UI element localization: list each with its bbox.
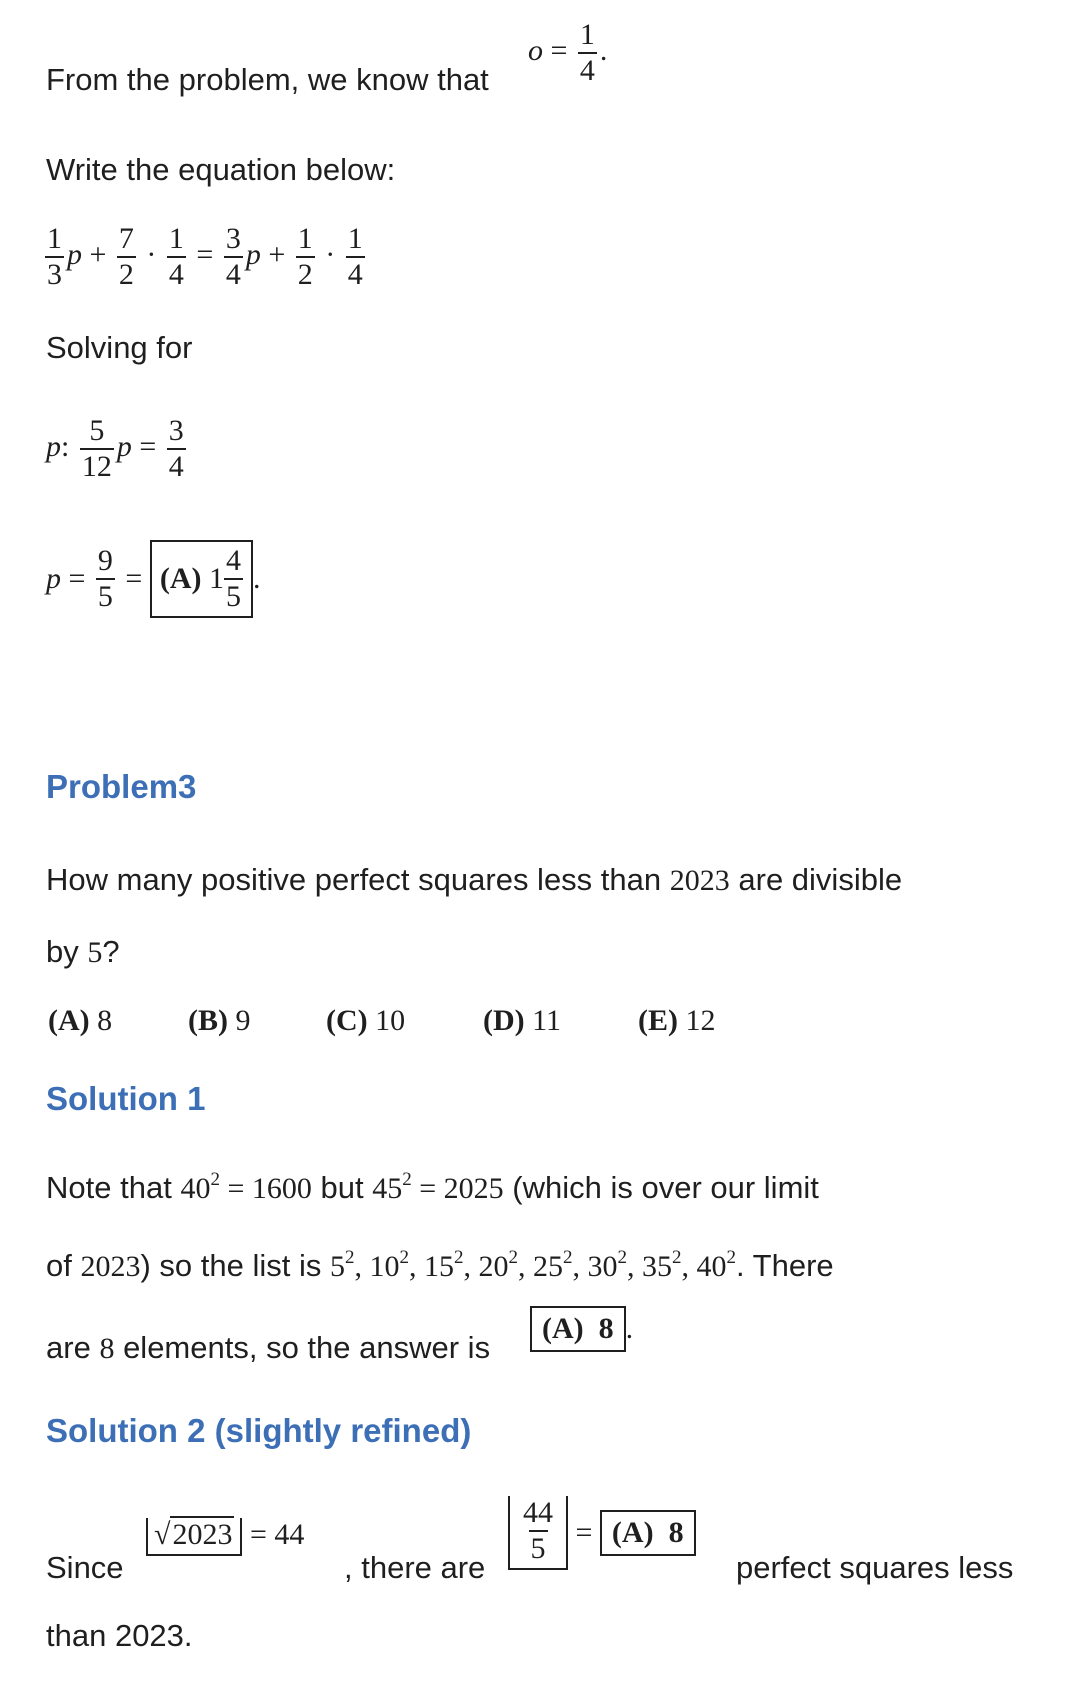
- step1-equation: p: $\frac{5}{12}$ p = $\frac{3}{4}$: [46, 414, 184, 483]
- solution1-line2: of 2023) so the list is $5^2$, $10^2$, $15^2$, $20^2$, $25^2$, $30^2$, $35^2$, $40^2$. There: [46, 1247, 834, 1283]
- main-equation: $\frac{1}{3}$ p + $\frac{7}{2}$ · $\frac{1}{4}$ = $\frac{3}{4}$ p + $\frac{1}{2}$ · $\frac{1}{4}$: [47, 222, 363, 291]
- intro-text: From the problem, we know that: [46, 62, 489, 97]
- problem3-heading: Problem3: [46, 768, 197, 805]
- solution1-answer-box: (A) 8 .: [530, 1306, 633, 1352]
- step2-equation: p = $\frac{9}{5}$ = (A) 1 $\frac{4}{5}$ .: [46, 540, 261, 618]
- floor-fraction-expression: $\frac{44}{5}$ = (A) 8: [508, 1496, 696, 1570]
- solution2-tail: perfect squares less: [736, 1550, 1014, 1585]
- solution2-heading: Solution 2 (slightly refined): [46, 1412, 472, 1449]
- solution1-line1: Note that $40^2 = 1600$ but $45^2 = 2025$ (which is over our limit: [46, 1169, 819, 1205]
- question-line2: by 5?: [46, 934, 120, 969]
- floor-sqrt-expression: √2023 = 44: [146, 1518, 304, 1556]
- choice-d: (D) 11: [483, 1004, 562, 1037]
- intro-math: o = $\frac{1}{4}$ .: [528, 18, 608, 87]
- answer-box-a: (A) 1 $\frac{4}{5}$: [150, 540, 253, 618]
- solution2-answer-box: (A) 8: [600, 1510, 696, 1556]
- choice-a: (A) 8: [48, 1004, 113, 1037]
- solving-for-text: Solving for: [46, 330, 193, 365]
- solution2-there-are: , there are: [344, 1550, 486, 1585]
- solution2-line2: than 2023.: [46, 1618, 193, 1653]
- solution1-heading: Solution 1: [46, 1080, 206, 1117]
- solution1-line3: are 8 elements, so the answer is: [46, 1330, 491, 1365]
- choice-b: (B) 9: [188, 1004, 251, 1037]
- question-line1: How many positive perfect squares less than 2023 are divisible: [46, 862, 903, 897]
- squares-list: $5^2$, $10^2$, $15^2$, $20^2$, $25^2$, $30^2$, $35^2$, $40^2$: [330, 1247, 736, 1283]
- write-equation-text: Write the equation below:: [46, 152, 396, 187]
- choice-e: (E) 12: [638, 1004, 716, 1037]
- solution2-since: Since: [46, 1550, 124, 1585]
- choice-c: (C) 10: [326, 1004, 406, 1037]
